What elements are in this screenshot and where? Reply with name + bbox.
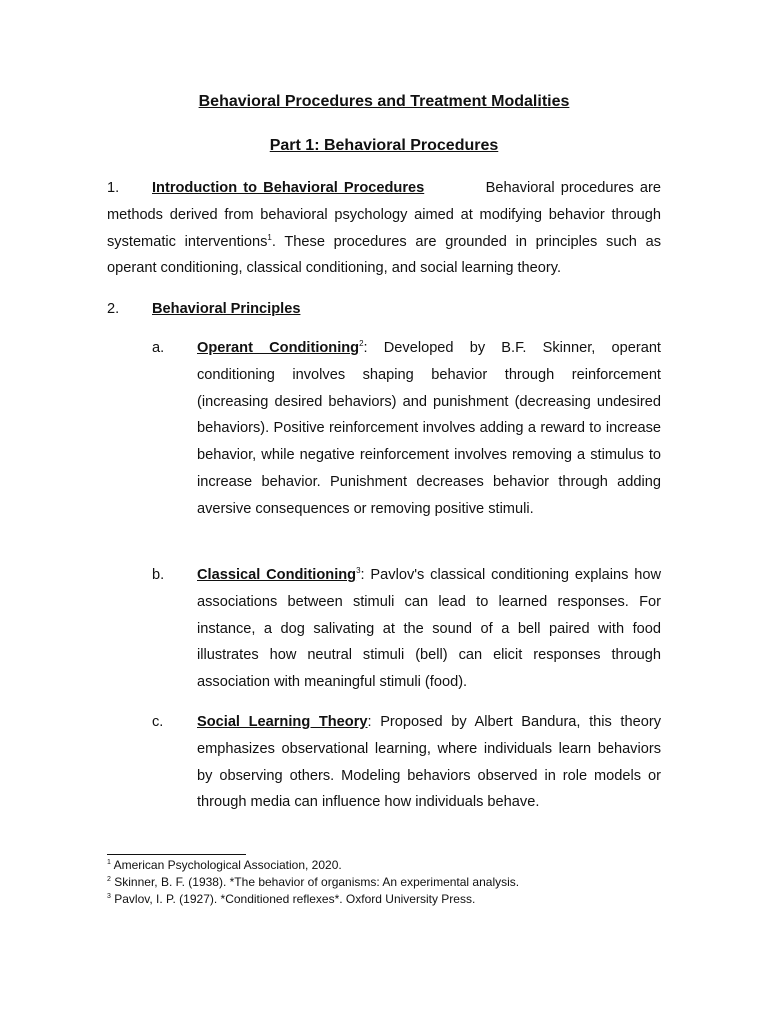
section-number: 1.: [107, 180, 120, 196]
footnote-2: [107, 874, 519, 890]
footnote-mark: 2: [107, 876, 111, 883]
item-text: : Proposed by Albert Bandura, this theory emphasizes observational learning, where individuals learn behaviors by observing others. Modeling behaviors observed in role models or through media can influence how individuals behave.: [197, 714, 661, 811]
section-introduction: [107, 175, 661, 282]
footnote-separator: [107, 854, 246, 855]
item-text: : Pavlov's classical conditioning explains how associations between stimuli can lead to learned responses. For instance, a dog salivating at the sound of a bell paired with food illustrates how neutral stimuli (bell) can elicit responses through association with meaningful stimuli (food).: [197, 567, 661, 691]
footnote-3: [107, 891, 475, 907]
section-text-continued: . These procedures are grounded in principles such as operant conditioning, classical conditioning, and social learning theory.: [107, 233, 662, 277]
footnote-mark: 3: [107, 893, 111, 900]
item-term: Social Learning Theory: [197, 714, 368, 730]
part-heading: Part 1: Behavioral Procedures: [269, 137, 499, 154]
footnote-text: Skinner, B. F. (1938). *The behavior of organisms: An experimental analysis.: [114, 875, 520, 889]
item-text: : Developed by B.F. Skinner, operant conditioning involves shaping behavior through reinforcement (increasing desired behaviors) and punishment (decreasing undesired behaviors). Positive reinforcement involves adding a reward to increase behavior, while negative reinforcement involves removing a stimulus to increase behavior. Punishment decreases behavior through adding aversive consequences or removing positive stimuli.: [197, 340, 661, 517]
section-heading: Behavioral Principles: [152, 301, 301, 317]
footnote-ref: 3: [356, 566, 361, 576]
section-text: Behavioral procedures are methods derived from behavioral psychology aimed at modifying behavior through systematic interventions: [107, 180, 661, 250]
section-number: 2.: [107, 301, 120, 317]
footnote-1: [107, 857, 342, 873]
footnote-ref: 2: [359, 339, 364, 349]
footnote-mark: 1: [107, 859, 111, 866]
item-letter: c.: [152, 714, 164, 730]
item-term: Classical Conditioning: [197, 567, 357, 583]
section-heading: Introduction to Behavioral Procedures: [152, 180, 425, 196]
item-letter: a.: [152, 340, 165, 356]
section-principles: [107, 296, 661, 323]
principle-item-classical: [152, 562, 661, 696]
item-letter: b.: [152, 567, 165, 583]
document-title: Behavioral Procedures and Treatment Modalities: [198, 93, 570, 110]
footnote-ref: 1: [267, 232, 272, 242]
footnote-text: American Psychological Association, 2020.: [113, 858, 342, 872]
item-term: Operant Conditioning: [197, 340, 360, 356]
principle-item-operant: [152, 335, 661, 523]
principle-item-social-learning: [152, 709, 661, 816]
footnote-text: Pavlov, I. P. (1927). *Conditioned reflexes*. Oxford University Press.: [114, 892, 476, 906]
